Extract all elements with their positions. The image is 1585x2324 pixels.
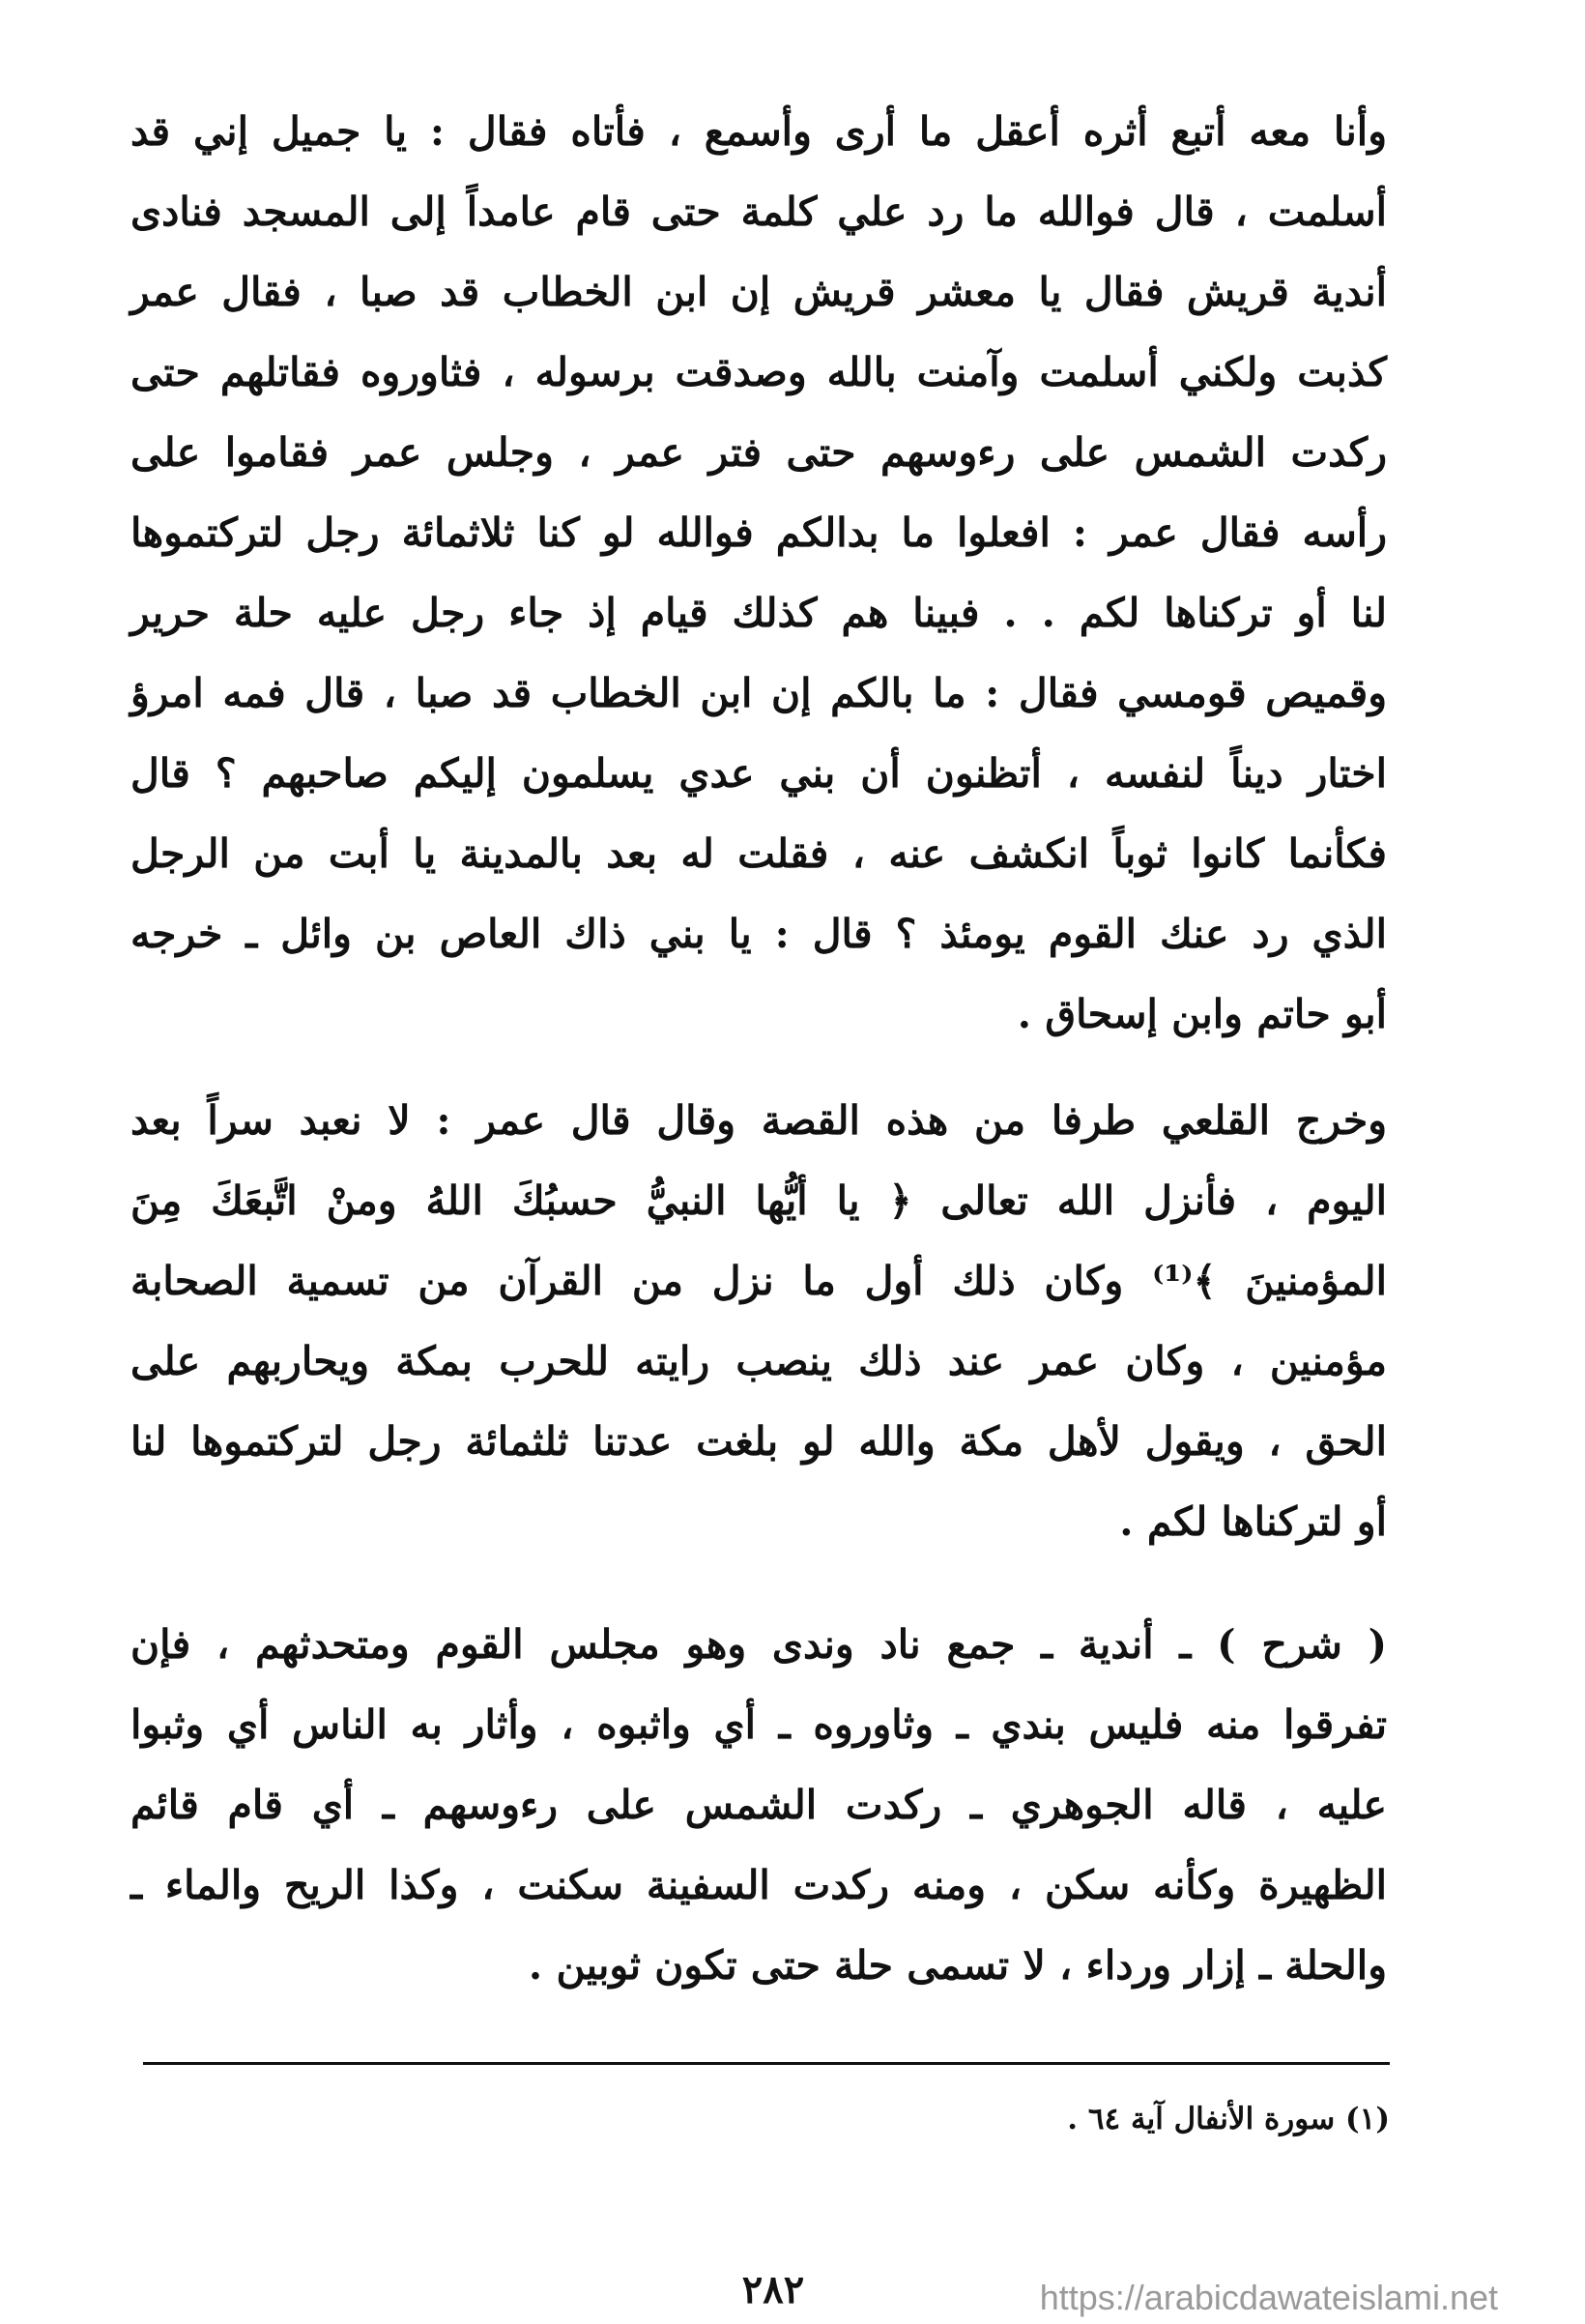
- text-line: أسلمت ، قال فوالله ما رد علي كلمة حتى قام عامداً إلى المسجد فنادى: [130, 189, 1387, 235]
- watermark-url[interactable]: https://arabicdawateislami.net: [1039, 2278, 1498, 2317]
- text-line: أو لتركناها لكم .: [1119, 1498, 1387, 1545]
- text-line: اختار ديناً لنفسه ، أتظنون أن بني عدي يسلمون إليكم صاحبهم ؟ قال: [130, 750, 1387, 797]
- paragraph-2: [130, 1081, 1387, 1562]
- footnote-divider: [143, 2062, 1390, 2065]
- text-line: اليوم ، فأنزل الله تعالى ﴿ يا أيُّها النبيُّ حسبُكَ اللهُ ومنْ اتَّبعَكَ مِنَ: [130, 1177, 1387, 1224]
- text-line: والحلة ـ إزار ورداء ، لا تسمى حلة حتى تكون ثوبين .: [528, 1942, 1387, 1989]
- text-line: فكأنما كانوا ثوباً انكشف عنه ، فقلت له بعد بالمدينة يا أبت من الرجل: [130, 830, 1387, 877]
- paragraph-3-commentary: [130, 1605, 1387, 2006]
- text-line: كذبت ولكني أسلمت وآمنت بالله وصدقت برسوله ، فثاوروه فقاتلهم حتى: [130, 349, 1387, 395]
- text-line: وقميص قومسي فقال : ما بالكم إن ابن الخطاب قد صبا ، قال فمه امرؤ: [130, 670, 1387, 716]
- text-line: ( شرح ) ـ أندية ـ جمع ناد وندى وهو مجلس القوم ومتحدثهم ، فإن: [130, 1621, 1387, 1668]
- text-line: الذي رد عنك القوم يومئذ ؟ قال : يا بني ذاك العاص بن وائل ـ خرجه: [130, 911, 1387, 957]
- text-line: الظهيرة وكأنه سكن ، ومنه ركدت السفينة سكنت ، وكذا الريح والماء ـ: [130, 1862, 1387, 1908]
- text-line: مؤمنين ، وكان عمر عند ذلك ينصب رايته للحرب بمكة ويحاربهم على: [130, 1338, 1387, 1384]
- text-line: المؤمنينَ ﴾⁽¹⁾ وكان ذلك أول ما نزل من القرآن من تسمية الصحابة: [130, 1258, 1387, 1304]
- text-line: وخرج القلعي طرفا من هذه القصة وقال قال عمر : لا نعبد سراً بعد: [130, 1097, 1387, 1144]
- text-line: وأنا معه أتبع أثره أعقل ما أرى وأسمع ، فأتاه فقال : يا جميل إني قد: [130, 108, 1387, 155]
- text-line: أندية قريش فقال يا معشر قريش إن ابن الخطاب قد صبا ، فقال عمر: [130, 269, 1387, 315]
- text-line: ركدت الشمس على رءوسهم حتى فتر عمر ، وجلس عمر فقاموا على: [130, 429, 1387, 476]
- text-line: الحق ، ويقول لأهل مكة والله لو بلغت عدتنا ثلثمائة رجل لتركتموها لنا: [130, 1418, 1387, 1465]
- paragraph-1: [130, 92, 1387, 1055]
- text-line: تفرقوا منه فليس بندي ـ وثاوروه ـ أي واثبوه ، وأثار به الناس أي وثبوا: [130, 1701, 1387, 1748]
- page-number: ٢٨٢: [741, 2267, 805, 2312]
- text-line: عليه ، قاله الجوهري ـ ركدت الشمس على رءوسهم ـ أي قام قائم: [130, 1782, 1387, 1828]
- footnote: (١) سورة الأنفال آية ٦٤ .: [1067, 2102, 1390, 2136]
- text-line: رأسه فقال عمر : افعلوا ما بدالكم فوالله لو كنا ثلاثمائة رجل لتركتموها: [130, 509, 1387, 556]
- text-line: أبو حاتم وابن إسحاق .: [1017, 991, 1387, 1037]
- text-line: لنا أو تركناها لكم . . فبينا هم كذلك قيام إذ جاء رجل عليه حلة حرير: [130, 590, 1387, 636]
